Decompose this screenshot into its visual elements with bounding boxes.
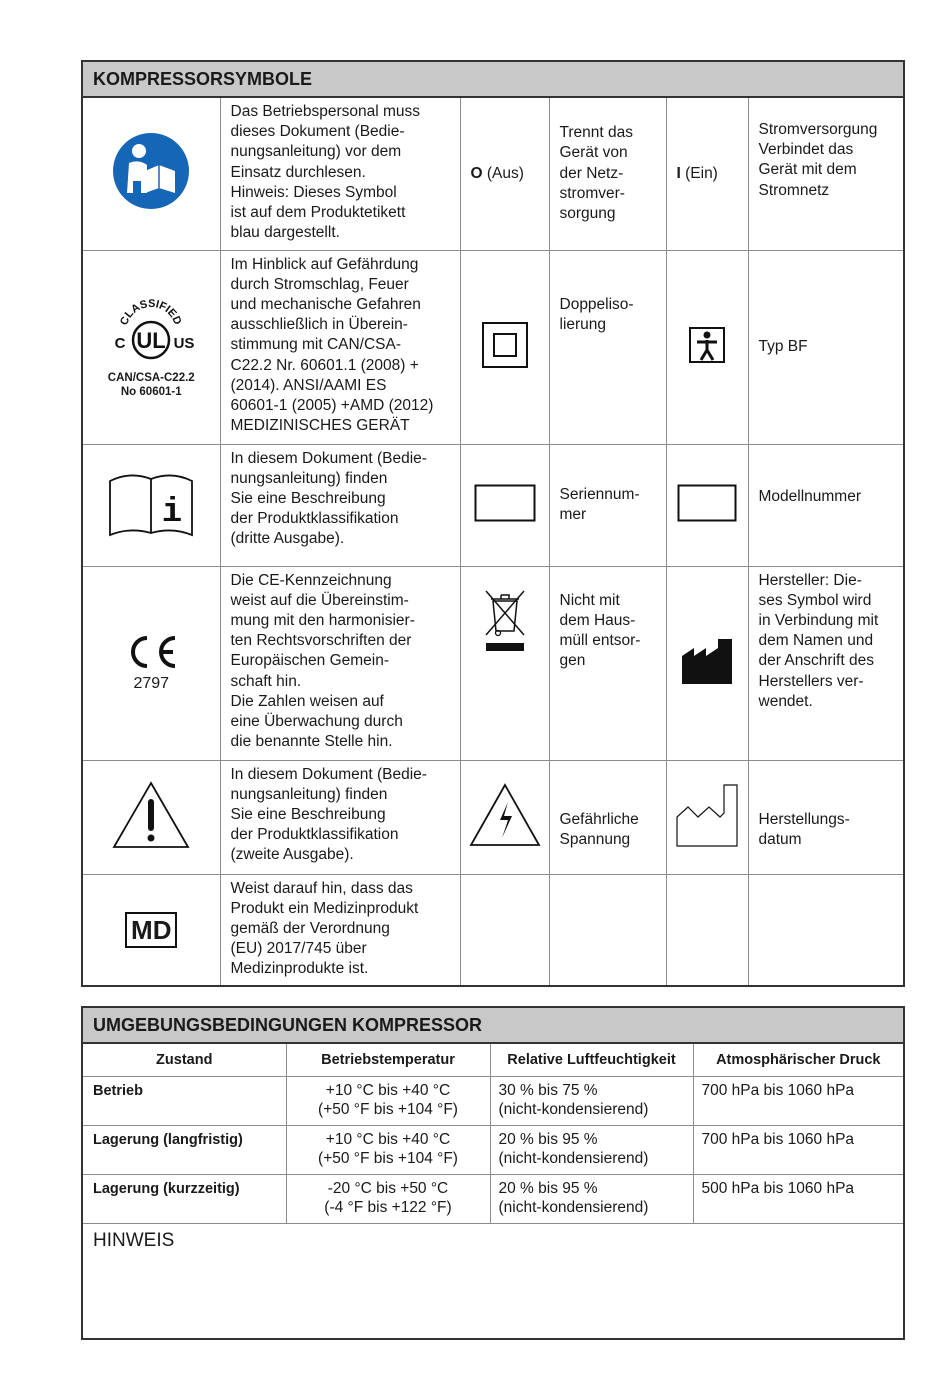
svg-text:UL: UL [136, 327, 166, 353]
type-bf-icon [688, 326, 726, 364]
temperature-cell: -20 °C bis +50 °C (-4 °F bis +122 °F) [286, 1175, 490, 1224]
empty-cell [748, 874, 904, 986]
on-symbol-text: Stromversorgung Verbindet das Gerät mit dem Stromnetz [748, 97, 904, 250]
manual-symbol-text: Das Betriebspersonal muss dieses Dokument (Bedie- nungsanleitung) vor dem Einsatz durchlesen. Hinweis: Dieses Symbol ist auf dem Produktetikett blau dargestellt. [220, 97, 460, 250]
weee-cell [460, 566, 549, 760]
caution-cell [82, 760, 220, 874]
note-label: HINWEIS [82, 1224, 904, 1340]
pressure-cell: 700 hPa bis 1060 hPa [693, 1126, 904, 1175]
ce-mark-icon [121, 634, 181, 670]
column-header-humidity: Relative Luftfeuchtigkeit [490, 1043, 693, 1077]
ce-mark-text: Die CE-Kennzeichnung weist auf die Übereinstim- mung mit den harmonisier- ten Rechtsvorschriften der Europäischen Gemein- schaft hin. Die Zahlen weisen auf eine Überwachung durch die benannte Stelle hin. [220, 566, 460, 760]
off-symbol-text: Trennt das Gerät von der Netz- stromver- sorgung [549, 97, 666, 250]
manufacturer-text: Hersteller: Die- ses Symbol wird in Verbindung mit dem Namen und der Anschrift des Herstellers ver- wendet. [748, 566, 904, 760]
symbols-title: KOMPRESSORSYMBOLE [82, 61, 904, 97]
temperature-cell: +10 °C bis +40 °C (+50 °F bis +104 °F) [286, 1077, 490, 1126]
environment-table [81, 1006, 905, 1340]
pressure-cell: 700 hPa bis 1060 hPa [693, 1077, 904, 1126]
symbols-table [81, 60, 905, 987]
table-row [82, 1175, 904, 1224]
empty-cell [666, 874, 748, 986]
ul-caption: CAN/CSA-C22.2 No 60601-1 [107, 371, 195, 398]
serial-number-cell [460, 444, 549, 566]
md-symbol: MD [125, 912, 177, 948]
manual-symbol-cell [82, 97, 220, 250]
svg-text:C: C [114, 334, 126, 352]
double-insulation-text: Doppeliso- lierung [549, 250, 666, 444]
manufacture-date-cell [666, 760, 748, 874]
type-bf-text: Typ BF [748, 250, 904, 444]
temperature-cell: +10 °C bis +40 °C (+50 °F bis +104 °F) [286, 1126, 490, 1175]
ce-number: 2797 [133, 674, 170, 692]
info-manual-text: In diesem Dokument (Bedie- nungsanleitung) finden Sie eine Beschreibung der Produktklassifikation (dritte Ausgabe). [220, 444, 460, 566]
manufacturer-cell [666, 566, 748, 760]
info-manual-cell [82, 444, 220, 566]
on-symbol-label: I (Ein) [666, 97, 748, 250]
double-insulation-cell [460, 250, 549, 444]
empty-cell [549, 874, 666, 986]
column-header-state: Zustand [82, 1043, 286, 1077]
svg-text:i: i [162, 493, 183, 532]
high-voltage-cell [460, 760, 549, 874]
serial-number-icon [474, 484, 536, 522]
table-row [82, 1077, 904, 1126]
ul-symbol-cell [82, 250, 220, 444]
serial-number-text: Seriennum- mer [549, 444, 666, 566]
column-header-temperature: Betriebstemperatur [286, 1043, 490, 1077]
empty-cell [460, 874, 549, 986]
type-bf-cell [666, 250, 748, 444]
svg-text:CLASSIFIED: CLASSIFIED [118, 297, 184, 327]
model-number-text: Modellnummer [748, 444, 904, 566]
caution-warning-icon [111, 780, 191, 850]
state-cell: Lagerung (langfristig) [82, 1126, 286, 1175]
ul-symbol-text: Im Hinblick auf Gefährdung durch Stromschlag, Feuer und mechanische Gefahren ausschließlich in Überein- stimmung mit CAN/CSA- C22.2 Nr. 60601.1 (2008) + (2014). ANSI/AAMI ES 60601-1 (2005) +AMD (2012) MEDIZINISCHES GERÄT [220, 250, 460, 444]
ce-mark-cell [82, 566, 220, 760]
high-voltage-text: Gefährliche Spannung [549, 760, 666, 874]
md-text: Weist darauf hin, dass das Produkt ein Medizinprodukt gemäß der Verordnung (EU) 2017/745 über Medizinprodukte ist. [220, 874, 460, 986]
manufacturer-icon [681, 638, 733, 684]
pressure-cell: 500 hPa bis 1060 hPa [693, 1175, 904, 1224]
crossed-bin-icon [483, 589, 527, 657]
md-cell [82, 874, 220, 986]
state-cell: Betrieb [82, 1077, 286, 1126]
environment-title: UMGEBUNGSBEDINGUNGEN KOMPRESSOR [82, 1007, 904, 1043]
ul-classified-icon [96, 296, 206, 364]
state-cell: Lagerung (kurzzeitig) [82, 1175, 286, 1224]
caution-text: In diesem Dokument (Bedie- nungsanleitung) finden Sie eine Beschreibung der Produktklassifikation (zweite Ausgabe). [220, 760, 460, 874]
model-number-cell [666, 444, 748, 566]
weee-text: Nicht mit dem Haus- müll entsor- gen [549, 566, 666, 760]
column-header-pressure: Atmosphärischer Druck [693, 1043, 904, 1077]
manufacture-date-text: Herstellungs- datum [748, 760, 904, 874]
table-row [82, 1126, 904, 1175]
consult-instructions-icon [106, 467, 196, 539]
double-insulation-icon [481, 321, 529, 369]
off-symbol-label: O (Aus) [460, 97, 549, 250]
read-manual-icon [111, 131, 191, 211]
manufacture-date-icon [676, 783, 738, 847]
model-number-icon [677, 484, 737, 522]
humidity-cell: 30 % bis 75 % (nicht-kondensierend) [490, 1077, 693, 1126]
svg-text:US: US [173, 334, 195, 352]
humidity-cell: 20 % bis 95 % (nicht-kondensierend) [490, 1126, 693, 1175]
high-voltage-icon [468, 782, 542, 848]
humidity-cell: 20 % bis 95 % (nicht-kondensierend) [490, 1175, 693, 1224]
